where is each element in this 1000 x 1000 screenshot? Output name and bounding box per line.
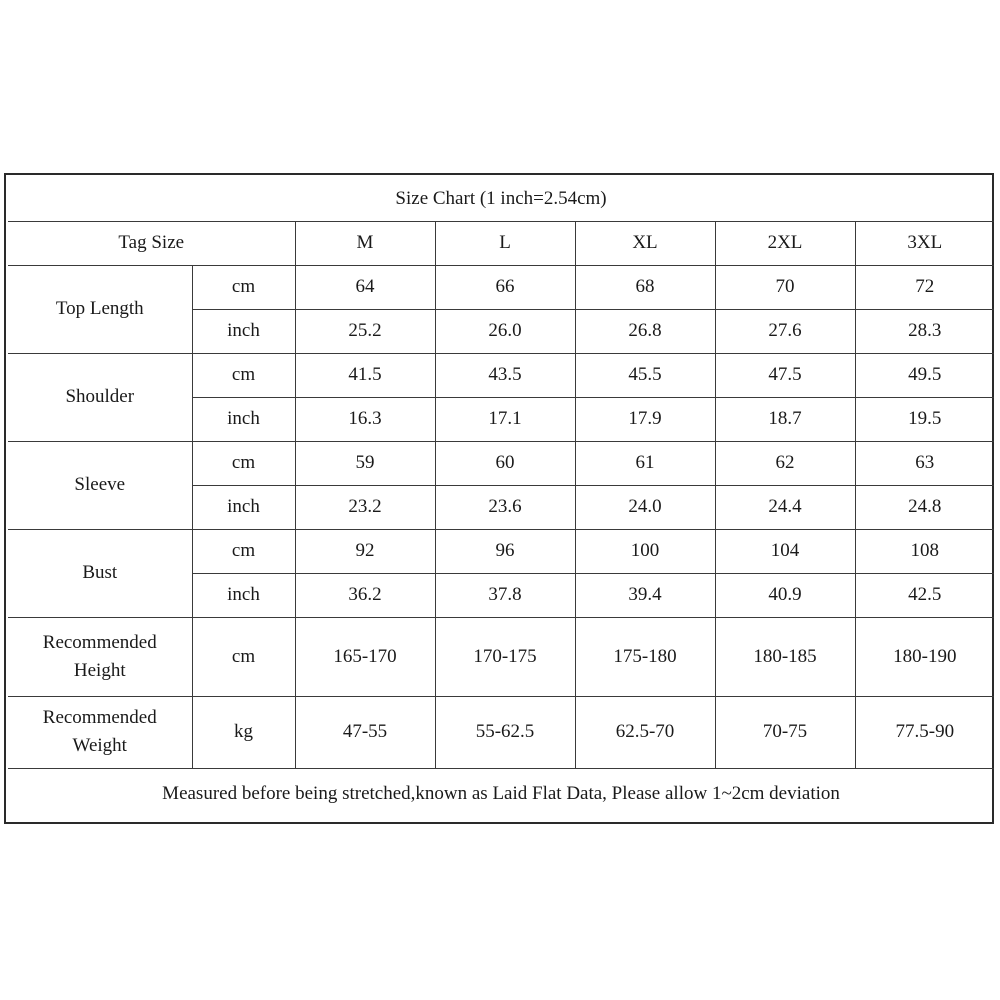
header-row xyxy=(8,221,994,265)
value-cell: 100 xyxy=(575,529,715,573)
value-cell: 17.9 xyxy=(575,397,715,441)
size-header: 3XL xyxy=(855,221,994,265)
unit-cell: kg xyxy=(192,696,295,768)
value-cell: 108 xyxy=(855,529,994,573)
size-header: 2XL xyxy=(715,221,855,265)
value-cell: 70 xyxy=(715,265,855,309)
value-cell: 66 xyxy=(435,265,575,309)
label-line: Weight xyxy=(72,735,127,756)
value-cell: 60 xyxy=(435,441,575,485)
value-cell: 43.5 xyxy=(435,353,575,397)
table-row xyxy=(8,529,994,573)
label-line: Recommended xyxy=(42,631,157,653)
value-cell: 61 xyxy=(575,441,715,485)
table-row xyxy=(8,696,994,768)
unit-cell: inch xyxy=(192,485,295,529)
size-header: L xyxy=(435,221,575,265)
value-cell: 27.6 xyxy=(715,309,855,353)
value-cell: 23.6 xyxy=(435,485,575,529)
recommended-weight-label xyxy=(8,696,192,768)
measure-label: Shoulder xyxy=(8,353,192,441)
value-cell: 18.7 xyxy=(715,397,855,441)
unit-cell: inch xyxy=(192,573,295,617)
label-line: Recommended xyxy=(42,707,157,729)
value-cell: 26.0 xyxy=(435,309,575,353)
unit-cell: cm xyxy=(192,265,295,309)
value-cell: 72 xyxy=(855,265,994,309)
value-cell: 63 xyxy=(855,441,994,485)
tag-size-label: Tag Size xyxy=(8,221,295,265)
value-cell: 16.3 xyxy=(295,397,435,441)
value-cell: 41.5 xyxy=(295,353,435,397)
value-cell: 47-55 xyxy=(295,696,435,768)
value-cell: 24.8 xyxy=(855,485,994,529)
value-cell: 23.2 xyxy=(295,485,435,529)
table-row xyxy=(8,353,994,397)
chart-title: Size Chart (1 inch=2.54cm) xyxy=(8,177,994,221)
value-cell: 39.4 xyxy=(575,573,715,617)
value-cell: 180-190 xyxy=(855,617,994,696)
label-line: Height xyxy=(73,659,126,681)
value-cell: 59 xyxy=(295,441,435,485)
value-cell: 17.1 xyxy=(435,397,575,441)
value-cell: 37.8 xyxy=(435,573,575,617)
recommended-height-label xyxy=(8,617,192,696)
value-cell: 175-180 xyxy=(575,617,715,696)
unit-cell: cm xyxy=(192,441,295,485)
value-cell: 26.8 xyxy=(575,309,715,353)
value-cell: 19.5 xyxy=(855,397,994,441)
unit-cell: inch xyxy=(192,309,295,353)
value-cell: 170-175 xyxy=(435,617,575,696)
title-row xyxy=(8,177,994,221)
table-row xyxy=(8,617,994,696)
value-cell: 62.5-70 xyxy=(575,696,715,768)
size-header: M xyxy=(295,221,435,265)
value-cell: 68 xyxy=(575,265,715,309)
value-cell: 24.4 xyxy=(715,485,855,529)
value-cell: 42.5 xyxy=(855,573,994,617)
value-cell: 55-62.5 xyxy=(435,696,575,768)
value-cell: 104 xyxy=(715,529,855,573)
value-cell: 77.5-90 xyxy=(855,696,994,768)
measure-label: Bust xyxy=(8,529,192,617)
value-cell: 165-170 xyxy=(295,617,435,696)
size-header: XL xyxy=(575,221,715,265)
footer-note: Measured before being stretched,known as Laid Flat Data, Please allow 1~2cm deviation xyxy=(8,768,994,820)
value-cell: 24.0 xyxy=(575,485,715,529)
value-cell: 49.5 xyxy=(855,353,994,397)
value-cell: 40.9 xyxy=(715,573,855,617)
footer-row xyxy=(8,768,994,820)
value-cell: 28.3 xyxy=(855,309,994,353)
value-cell: 180-185 xyxy=(715,617,855,696)
measure-label: Top Length xyxy=(8,265,192,353)
value-cell: 25.2 xyxy=(295,309,435,353)
table-row xyxy=(8,265,994,309)
table-row xyxy=(8,441,994,485)
value-cell: 70-75 xyxy=(715,696,855,768)
value-cell: 47.5 xyxy=(715,353,855,397)
value-cell: 62 xyxy=(715,441,855,485)
value-cell: 45.5 xyxy=(575,353,715,397)
unit-cell: inch xyxy=(192,397,295,441)
value-cell: 64 xyxy=(295,265,435,309)
value-cell: 92 xyxy=(295,529,435,573)
value-cell: 36.2 xyxy=(295,573,435,617)
unit-cell: cm xyxy=(192,353,295,397)
unit-cell: cm xyxy=(192,617,295,696)
value-cell: 96 xyxy=(435,529,575,573)
size-chart xyxy=(4,173,994,824)
unit-cell: cm xyxy=(192,529,295,573)
measure-label: Sleeve xyxy=(8,441,192,529)
size-table xyxy=(8,177,994,820)
